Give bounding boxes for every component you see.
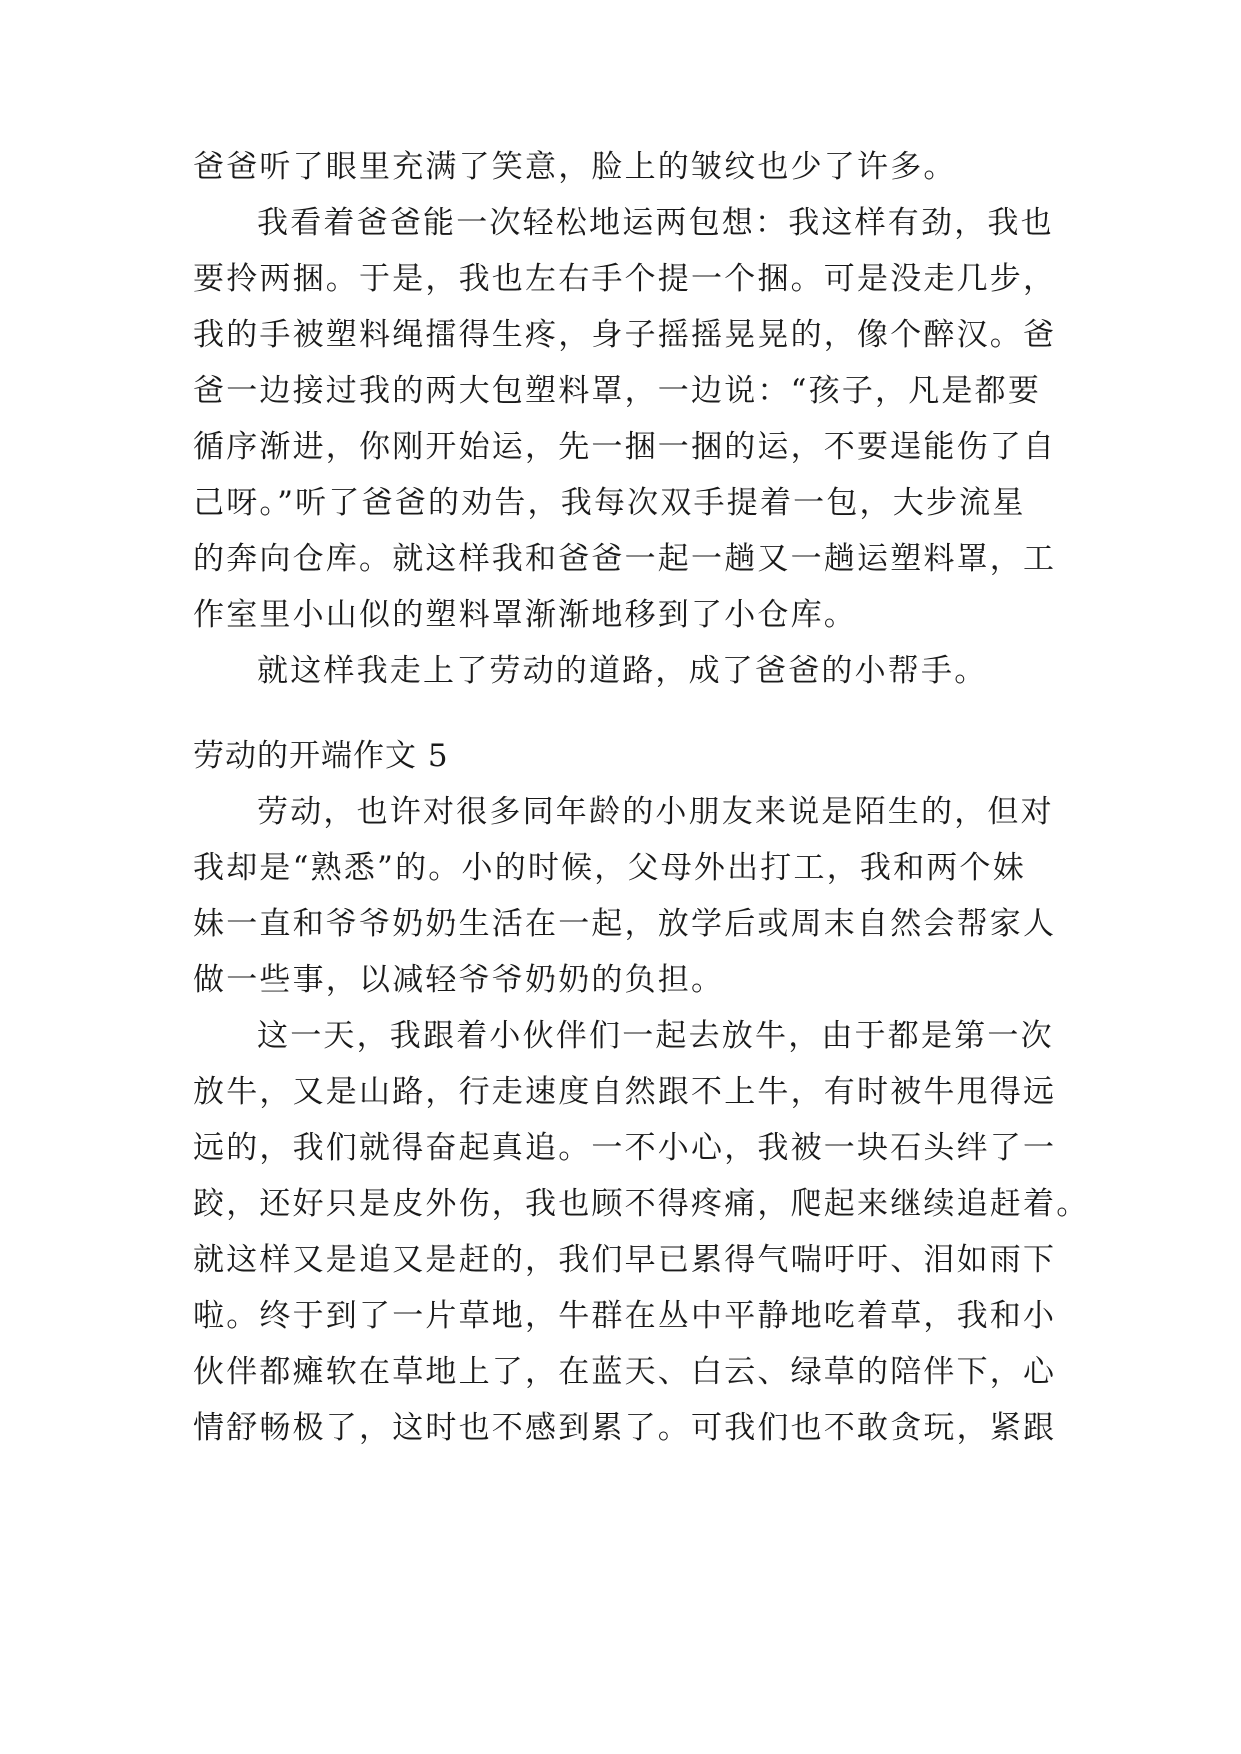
paragraph-line: 就这样我走上了劳动的道路，成了爸爸的小帮手。	[257, 653, 988, 689]
paragraph-line: 情舒畅极了，这时也不感到累了。可我们也不敢贪玩，紧跟	[193, 1410, 1057, 1446]
paragraph-line: 做一些事，以减轻爷爷奶奶的负担。	[193, 962, 725, 998]
paragraph-line: 我却是“熟悉”的。小的时候，父母外出打工，我和两个妹	[193, 850, 1026, 886]
paragraph-line: 我的手被塑料绳擂得生疼，身子摇摇晃晃的，像个醉汉。爸	[193, 317, 1057, 353]
paragraph-line: 放牛，又是山路，行走速度自然跟不上牛，有时被牛甩得远	[193, 1074, 1057, 1110]
paragraph-line: 的奔向仓库。就这样我和爸爸一起一趟又一趟运塑料罩，工	[193, 541, 1057, 577]
paragraph-line: 要拎两捆。于是，我也左右手个提一个捆。可是没走几步，	[193, 261, 1057, 297]
paragraph-line: 爸爸听了眼里充满了笑意，脸上的皱纹也少了许多。	[193, 149, 957, 185]
paragraph-line: 己呀。”听了爸爸的劝告，我每次双手提着一包，大步流星	[193, 485, 1026, 521]
section-heading: 劳动的开端作文 5	[193, 738, 449, 774]
paragraph-line: 作室里小山似的塑料罩渐渐地移到了小仓库。	[193, 597, 857, 633]
paragraph-line: 妹一直和爷爷奶奶生活在一起，放学后或周末自然会帮家人	[193, 906, 1057, 942]
paragraph-line: 劳动，也许对很多同年龄的小朋友来说是陌生的，但对	[257, 794, 1054, 830]
paragraph-line: 伙伴都瘫软在草地上了，在蓝天、白云、绿草的陪伴下，心	[193, 1354, 1057, 1390]
paragraph-line: 循序渐进，你刚开始运，先一捆一捆的运，不要逞能伤了自	[193, 429, 1057, 465]
paragraph-line: 这一天，我跟着小伙伴们一起去放牛，由于都是第一次	[257, 1018, 1054, 1054]
paragraph-line: 跤，还好只是皮外伤，我也顾不得疼痛，爬起来继续追赶着。	[193, 1186, 1090, 1222]
paragraph-line: 就这样又是追又是赶的，我们早已累得气喘吁吁、泪如雨下	[193, 1242, 1057, 1278]
paragraph-line: 爸一边接过我的两大包塑料罩，一边说：“孩子，凡是都要	[193, 373, 1042, 409]
paragraph-line: 我看着爸爸能一次轻松地运两包想：我这样有劲，我也	[257, 205, 1054, 241]
paragraph-line: 啦。终于到了一片草地，牛群在丛中平静地吃着草，我和小	[193, 1298, 1057, 1334]
paragraph-line: 远的，我们就得奋起真追。一不小心，我被一块石头绊了一	[193, 1130, 1057, 1166]
